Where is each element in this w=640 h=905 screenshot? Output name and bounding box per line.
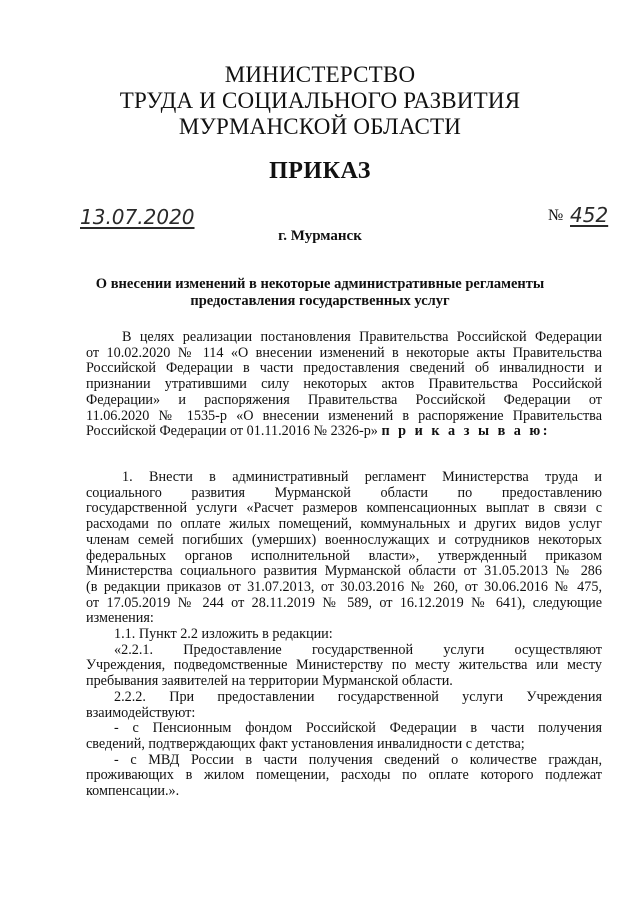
preamble-line: 11.06.2020 № 1535-р «О внесении изменений в распоряжение Правительства	[86, 407, 602, 424]
preamble-line: В целях реализации постановления Правительства Российской Федерации	[122, 329, 602, 345]
handwritten-number: 452	[570, 203, 609, 227]
order-title-line-2: предоставления государственных услуг	[190, 293, 450, 309]
preamble-line: признании утратившими силу некоторых актов Правительства Российской	[86, 376, 602, 393]
item-2-2-1-line: пребывания заявителей на территории Мурманской области.	[86, 673, 453, 690]
bullet-mvd-line: компенсации.».	[86, 783, 180, 800]
ministry-name-line-1: МИНИСТЕРСТВО	[224, 62, 416, 87]
handwritten-date: 13.07.2020	[80, 205, 195, 229]
clause-1-line: Министерства социального развития Мурманской области от 31.05.2013 № 286	[86, 563, 602, 580]
clause-1-line: от 17.05.2019 № 244 от 28.11.2019 № 589, от 16.12.2019 № 641), следующие	[86, 594, 602, 611]
preamble-line: Федерации» и распоряжения Правительства Российской Федерации от	[86, 391, 602, 408]
clause-1-paragraph	[86, 470, 602, 800]
item-2-2-2-line: 2.2.2. При предоставлении государственной услуги Учреждения	[114, 688, 602, 705]
bullet-pension-fund-line: сведений, подтверждающих факт установления инвалидности с детства;	[86, 735, 525, 752]
clause-1-line: государственной услуги «Расчет размеров компенсационных выплат в связи с	[86, 500, 602, 517]
item-2-2-1-line: Учреждения, подведомственные Министерству по месту жительства или месту	[86, 657, 602, 674]
preamble-paragraph	[86, 330, 602, 440]
clause-1-line: федеральных органов исполнительной власти», утвержденный приказом	[86, 547, 602, 564]
ministry-name-line-2: ТРУДА И СОЦИАЛЬНОГО РАЗВИТИЯ	[119, 88, 521, 113]
bullet-pension-fund-line: - с Пенсионным фондом Российской Федерации в части получения	[114, 720, 602, 737]
clause-1-line: социального развития Мурманской области по предоставлению	[86, 484, 602, 501]
preamble-last-line	[86, 424, 602, 440]
bullet-mvd-line: - с МВД России в части получения сведений о количестве граждан,	[114, 751, 602, 768]
clause-1-line: расходами по оплате жилых помещений, коммунальных и других видов услуг	[86, 516, 602, 533]
city-line: г. Мурманск	[278, 228, 362, 244]
preamble-last-text: Российской Федерации от 01.11.2016 № 2326-р»	[86, 423, 378, 440]
item-2-2-2-line: взаимодействуют:	[86, 704, 196, 721]
document-type: ПРИКАЗ	[269, 158, 371, 184]
order-title-line-1: О внесении изменений в некоторые административные регламенты	[95, 276, 545, 292]
number-label: №	[548, 207, 564, 224]
order-word: п р и к а з ы в а ю:	[381, 423, 550, 440]
clause-1-line: членам семей погибших (умерших) военнослужащих и сотрудников некоторых	[86, 531, 602, 548]
clause-1-line: 1. Внести в административный регламент Министерства труда и	[122, 469, 602, 485]
preamble-line: Российской Федерации в части предоставления сведений об инвалидности и	[86, 360, 602, 377]
clause-1-1: 1.1. Пункт 2.2 изложить в редакции:	[114, 626, 333, 643]
ministry-name-line-3: МУРМАНСКОЙ ОБЛАСТИ	[178, 114, 462, 139]
clause-1-line: (в редакции приказов от 31.07.2013, от 30.03.2016 № 260, от 30.06.2016 № 475,	[86, 578, 602, 595]
bullet-mvd-line: проживающих в жилом помещении, расходы по оплате которого подлежат	[86, 767, 602, 784]
preamble-line: от 10.02.2020 № 114 «О внесении изменений в некоторые акты Правительства	[86, 344, 602, 361]
item-2-2-1-line: «2.2.1. Предоставление государственной услуги осуществляют	[114, 641, 602, 658]
clause-1-line: изменения:	[86, 610, 154, 627]
